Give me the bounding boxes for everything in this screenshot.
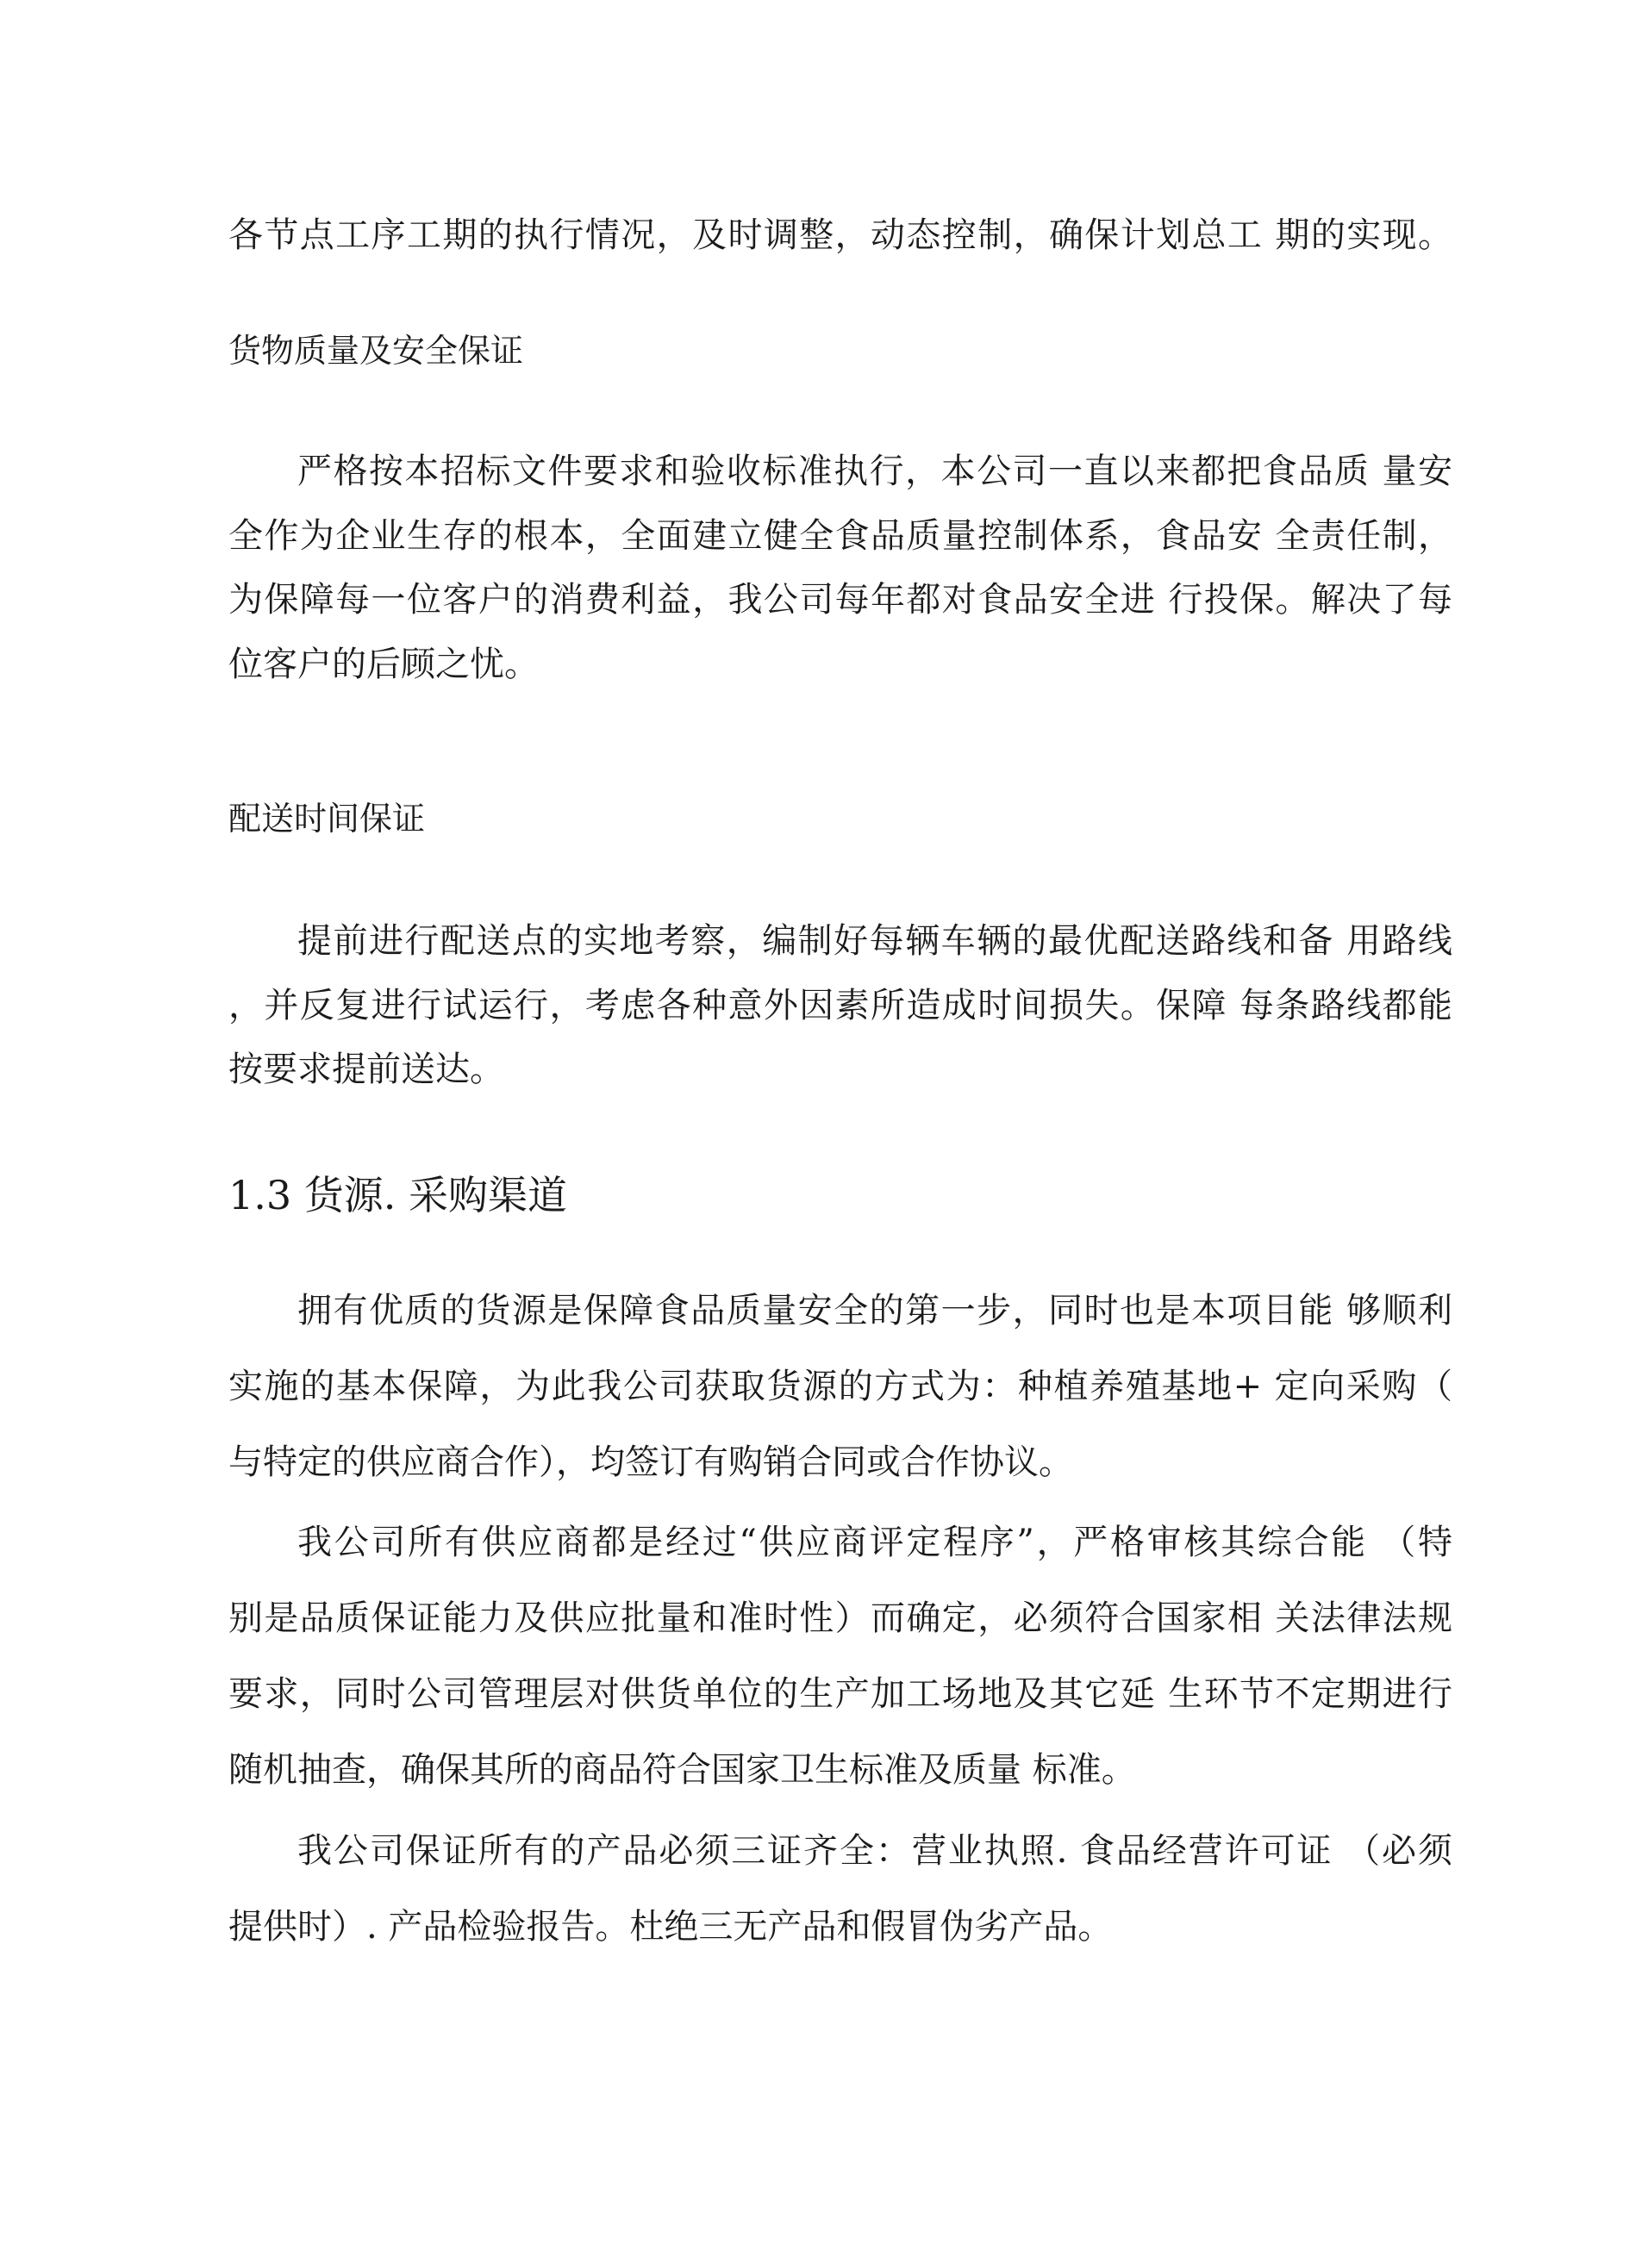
supplier-paragraph-line: 随机抽查，确保其所的商品符合国家卫生标准及质量 标准。 — [228, 1750, 1136, 1790]
carryover-line: 各节点工序工期的执行情况，及时调整，动态控制，确保计划总工 期的实现。 — [228, 215, 1452, 255]
sourcing-paragraph-line: 与特定的供应商合作），均签订有购销合同或合作协议。 — [228, 1442, 1073, 1482]
delivery-paragraph-line: ，并反复进行试运行，考虑各种意外因素所造成时间损失。保障 每条路线都能 — [228, 986, 1452, 1025]
supplier-paragraph-line: 要求，同时公司管理层对供货单位的生产加工场地及其它延 生环节不定期进行 — [228, 1674, 1452, 1714]
certificate-paragraph-line: 我公司保证所有的产品必须三证齐全：营业执照. 食品经营许可证 （必须 — [297, 1831, 1452, 1871]
quality-paragraph-line: 全作为企业生存的根本，全面建立健全食品质量控制体系，食品安 全责任制， — [228, 516, 1452, 556]
heading-delivery-time: 配送时间保证 — [228, 800, 426, 838]
certificate-paragraph-line: 提供时）. 产品检验报告。杜绝三无产品和假冒伪劣产品。 — [228, 1907, 1113, 1947]
delivery-paragraph-line: 按要求提前送达。 — [228, 1050, 504, 1089]
quality-paragraph-line: 为保障每一位客户的消费利益，我公司每年都对食品安全进 行投保。解决了每 — [228, 580, 1452, 620]
quality-paragraph-line: 严格按本招标文件要求和验收标准执行，本公司一直以来都把食品质 量安 — [297, 452, 1452, 491]
heading-quality-safety: 货物质量及安全保证 — [228, 332, 524, 370]
quality-paragraph-line: 位客户的后顾之忧。 — [228, 645, 539, 684]
supplier-paragraph-line: 我公司所有供应商都是经过“供应商评定程序”，严格审核其综合能 （特 — [297, 1523, 1452, 1562]
supplier-paragraph-line: 别是品质保证能力及供应批量和准时性）而确定，必须符合国家相 关法律法规 — [228, 1598, 1452, 1638]
section-heading-sourcing: 1.3 货源. 采购渠道 — [228, 1172, 568, 1218]
sourcing-paragraph-line: 拥有优质的货源是保障食品质量安全的第一步，同时也是本项目能 够顺利 — [297, 1291, 1452, 1330]
delivery-paragraph-line: 提前进行配送点的实地考察，编制好每辆车辆的最优配送路线和备 用路线 — [297, 921, 1452, 961]
sourcing-paragraph-line: 实施的基本保障，为此我公司获取货源的方式为：种植养殖基地+ 定向采购（ — [228, 1367, 1452, 1406]
